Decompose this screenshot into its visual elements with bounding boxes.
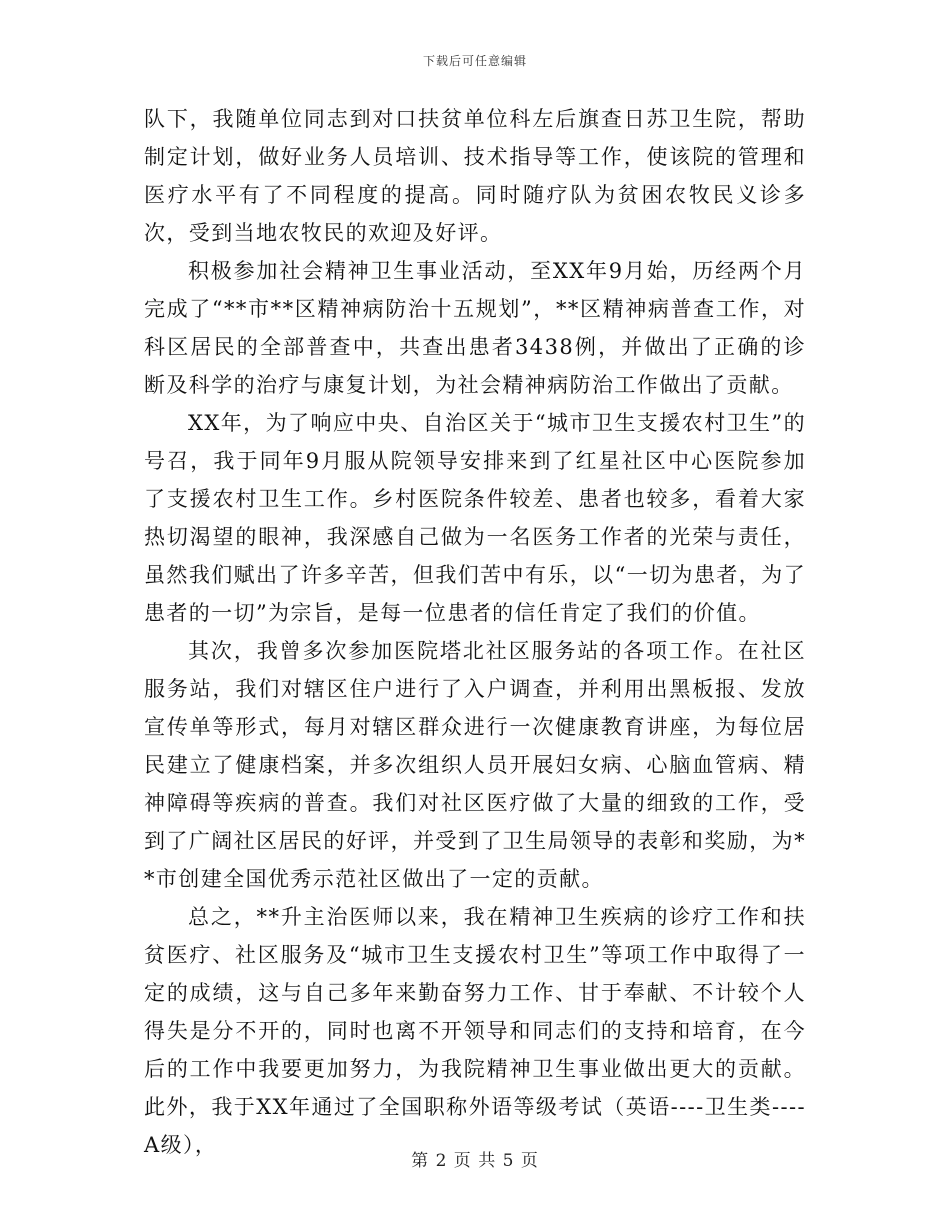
paragraph-5: 总之，**升主治医师以来，我在精神卫生疾病的诊疗工作和扶贫医疗、社区服务及“城市卫生支援农村卫生”等项工作中取得了一定的成绩，这与自己多年来勤奋努力工作、甘于奉献、不计较个人得失是分不开的，同时也离不开领导和同志们的支持和培育，在今后的工作中我要更加努力，为我院精神卫生事业做出更大的贡献。此外，我于XX年通过了全国职称外语等级考试（英语----卫生类----A级）， — [144, 905, 806, 1157]
paragraph-2: 积极参加社会精神卫生事业活动，至XX年9月始，历经两个月完成了“**市**区精神病防治十五规划”，**区精神病普查工作，对科区居民的全部普查中，共查出患者3438例，并做出了正确的诊断及科学的治疗与康复计划，为社会精神病防治工作做出了贡献。 — [144, 259, 806, 397]
paragraph-3: XX年，为了响应中央、自治区关于“城市卫生支援农村卫生”的号召，我于同年9月服从院领导安排来到了红星社区中心医院参加了支援农村卫生工作。乡村医院条件较差、患者也较多，看着大家热切渴望的眼神，我深感自己做为一名医务工作者的光荣与责任，虽然我们赋出了许多辛苦，但我们苦中有乐，以“一切为患者，为了患者的一切”为宗旨，是每一位患者的信任肯定了我们的价值。 — [144, 411, 806, 625]
page-header-note: 下载后可任意编辑 — [422, 54, 527, 68]
paragraph-1: 队下，我随单位同志到对口扶贫单位科左后旗查日苏卫生院，帮助制定计划，做好业务人员培训、技术指导等工作，使该院的管理和医疗水平有了不同程度的提高。同时随疗队为贫困农牧民义诊多次，受到当地农牧民的欢迎及好评。 — [144, 107, 806, 245]
document-body — [144, 100, 806, 1164]
paragraph-4: 其次，我曾多次参加医院塔北社区服务站的各项工作。在社区服务站，我们对辖区住户进行了入户调查，并利用出黑板报、发放宣传单等形式，每月对辖区群众进行一次健康教育讲座，为每位居民建立了健康档案，并多次组织人员开展妇女病、心脑血管病、精神障碍等疾病的普查。我们对社区医疗做了大量的细致的工作，受到了广阔社区居民的好评，并受到了卫生局领导的表彰和奖励，为**市创建全国优秀示范社区做出了一定的贡献。 — [144, 639, 806, 891]
page-number: 第 2 页 共 5 页 — [411, 1151, 539, 1171]
